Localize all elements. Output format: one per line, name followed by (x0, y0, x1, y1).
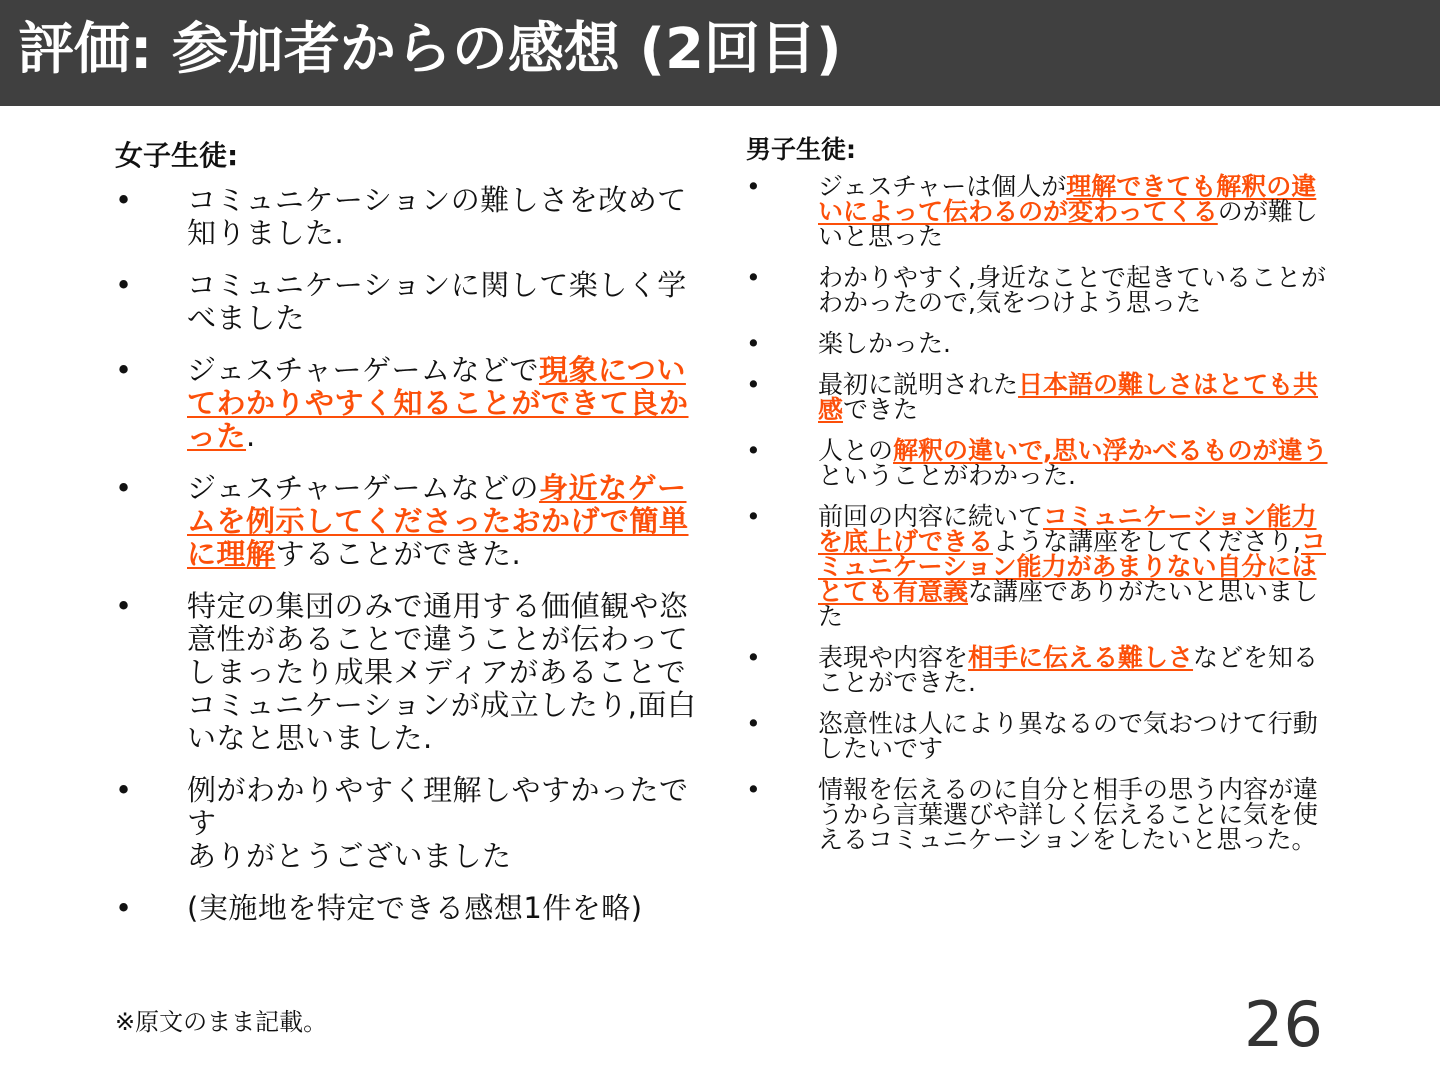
feedback-text: . (246, 419, 256, 453)
male-feedback-item (746, 265, 1336, 315)
male-feedback-item (746, 438, 1336, 488)
feedback-text: (実施地を特定できる感想1件を略) (187, 891, 643, 925)
highlighted-phrase: 理解できても解釈の違いによって伝わるのが変わってくる (818, 172, 1317, 226)
feedback-text: などを知ることができた. (818, 643, 1319, 697)
bullet-icon: • (115, 589, 133, 623)
highlighted-phrase: 解釈の違いで,思い浮かべるものが違う (893, 436, 1328, 465)
female-feedback-item (115, 892, 705, 925)
bullet-icon: • (746, 370, 761, 399)
feedback-text: 前回の内容に続いて (818, 502, 1044, 531)
slide-title: 評価: 参加者からの感想 (2回目) (18, 17, 842, 82)
highlighted-phrase: 相手に伝える難しさ (968, 643, 1194, 672)
female-feedback-item (115, 269, 705, 335)
bullet-icon: • (746, 502, 761, 531)
feedback-text: 人との (818, 436, 894, 465)
female-feedback-item (115, 590, 705, 755)
female-feedback-item (115, 774, 705, 873)
feedback-text: ような講座をしてくださり, (993, 527, 1301, 556)
highlighted-phrase: 現象についてわかりやすく知ることができて良かった (187, 353, 689, 453)
feedback-text: わかりやすく,身近なことで起きていることがわかったので,気をつけよう思った (818, 263, 1326, 317)
male-feedback-item (746, 711, 1336, 761)
male-heading: 男子生徒: (746, 135, 856, 164)
highlighted-phrase: コミュニケーション能力を底上げできる (818, 502, 1317, 556)
feedback-text: 楽しかった. (818, 329, 951, 358)
bullet-icon: • (115, 353, 133, 387)
male-feedback-item (746, 504, 1336, 629)
highlighted-phrase: 日本語の難しさはとても共感 (818, 370, 1319, 424)
bullet-icon: • (746, 775, 761, 804)
male-feedback-item (746, 645, 1336, 695)
feedback-text: 恣意性は人により異なるので気おつけて行動したいです (818, 709, 1318, 763)
highlighted-phrase: 身近なゲームを例示してくださったおかげで簡単に理解 (187, 471, 689, 571)
bullet-icon: • (746, 709, 761, 738)
feedback-text: 表現や内容を (818, 643, 969, 672)
bullet-icon: • (746, 263, 761, 292)
feedback-text: コミュニケーションの難しさを改めて知りました. (187, 183, 687, 250)
bullet-icon: • (115, 471, 133, 505)
highlighted-phrase: コミュニケーション能力があまりない自分にはとても有意義 (818, 527, 1326, 606)
female-heading: 女子生徒: (115, 139, 239, 172)
feedback-text: コミュニケーションに関して楽しく学べました (187, 268, 687, 335)
feedback-text: 情報を伝えるのに自分と相手の思う内容が違うから言葉選びや詳しく伝えることに気を使えるコミュニケーションをしたいと思った。 (818, 775, 1319, 854)
female-feedback-item (115, 472, 705, 571)
bullet-icon: • (115, 773, 133, 807)
male-feedback-item (746, 372, 1336, 422)
feedback-text: ありがとうございました (187, 839, 512, 873)
bullet-icon: • (746, 329, 761, 358)
feedback-text: 例がわかりやすく理解しやすかったです (187, 773, 689, 840)
male-feedback-item (746, 174, 1336, 249)
feedback-text: できた (843, 395, 919, 424)
feedback-text: することができた. (275, 537, 522, 571)
male-feedback-item (746, 777, 1336, 852)
male-feedback-column (746, 134, 1336, 868)
female-feedback-item (115, 184, 705, 250)
female-feedback-item (115, 354, 705, 453)
female-feedback-list (115, 184, 705, 925)
bullet-icon: • (746, 172, 761, 201)
bullet-icon: • (115, 268, 133, 302)
title-bar (0, 0, 1440, 106)
female-feedback-column (115, 138, 705, 944)
bullet-icon: • (115, 183, 133, 217)
feedback-text: な講座でありがたいと思いました (818, 577, 1319, 631)
page-number: 26 (1244, 988, 1323, 1061)
male-feedback-item (746, 331, 1336, 356)
feedback-text: のが難しいと思った (818, 197, 1318, 251)
bullet-icon: • (746, 436, 761, 465)
bullet-icon: • (115, 891, 133, 925)
feedback-text: ということがわかった. (818, 461, 1076, 490)
footnote: ※原文のまま記載。 (115, 1008, 328, 1036)
feedback-text: 特定の集団のみで通用する価値観や恣意性があることで違うことが伝わってしまったり成果メディアがあることでコミュニケーションが成立したり,面白いなと思いました. (187, 589, 697, 755)
feedback-text: ジェスチャーゲームなどで (187, 353, 539, 387)
male-feedback-list (746, 174, 1336, 852)
feedback-text: ジェスチャーゲームなどの (187, 471, 539, 505)
feedback-text: ジェスチャーは個人が (818, 172, 1067, 201)
bullet-icon: • (746, 643, 761, 672)
feedback-text: 最初に説明された (818, 370, 1019, 399)
